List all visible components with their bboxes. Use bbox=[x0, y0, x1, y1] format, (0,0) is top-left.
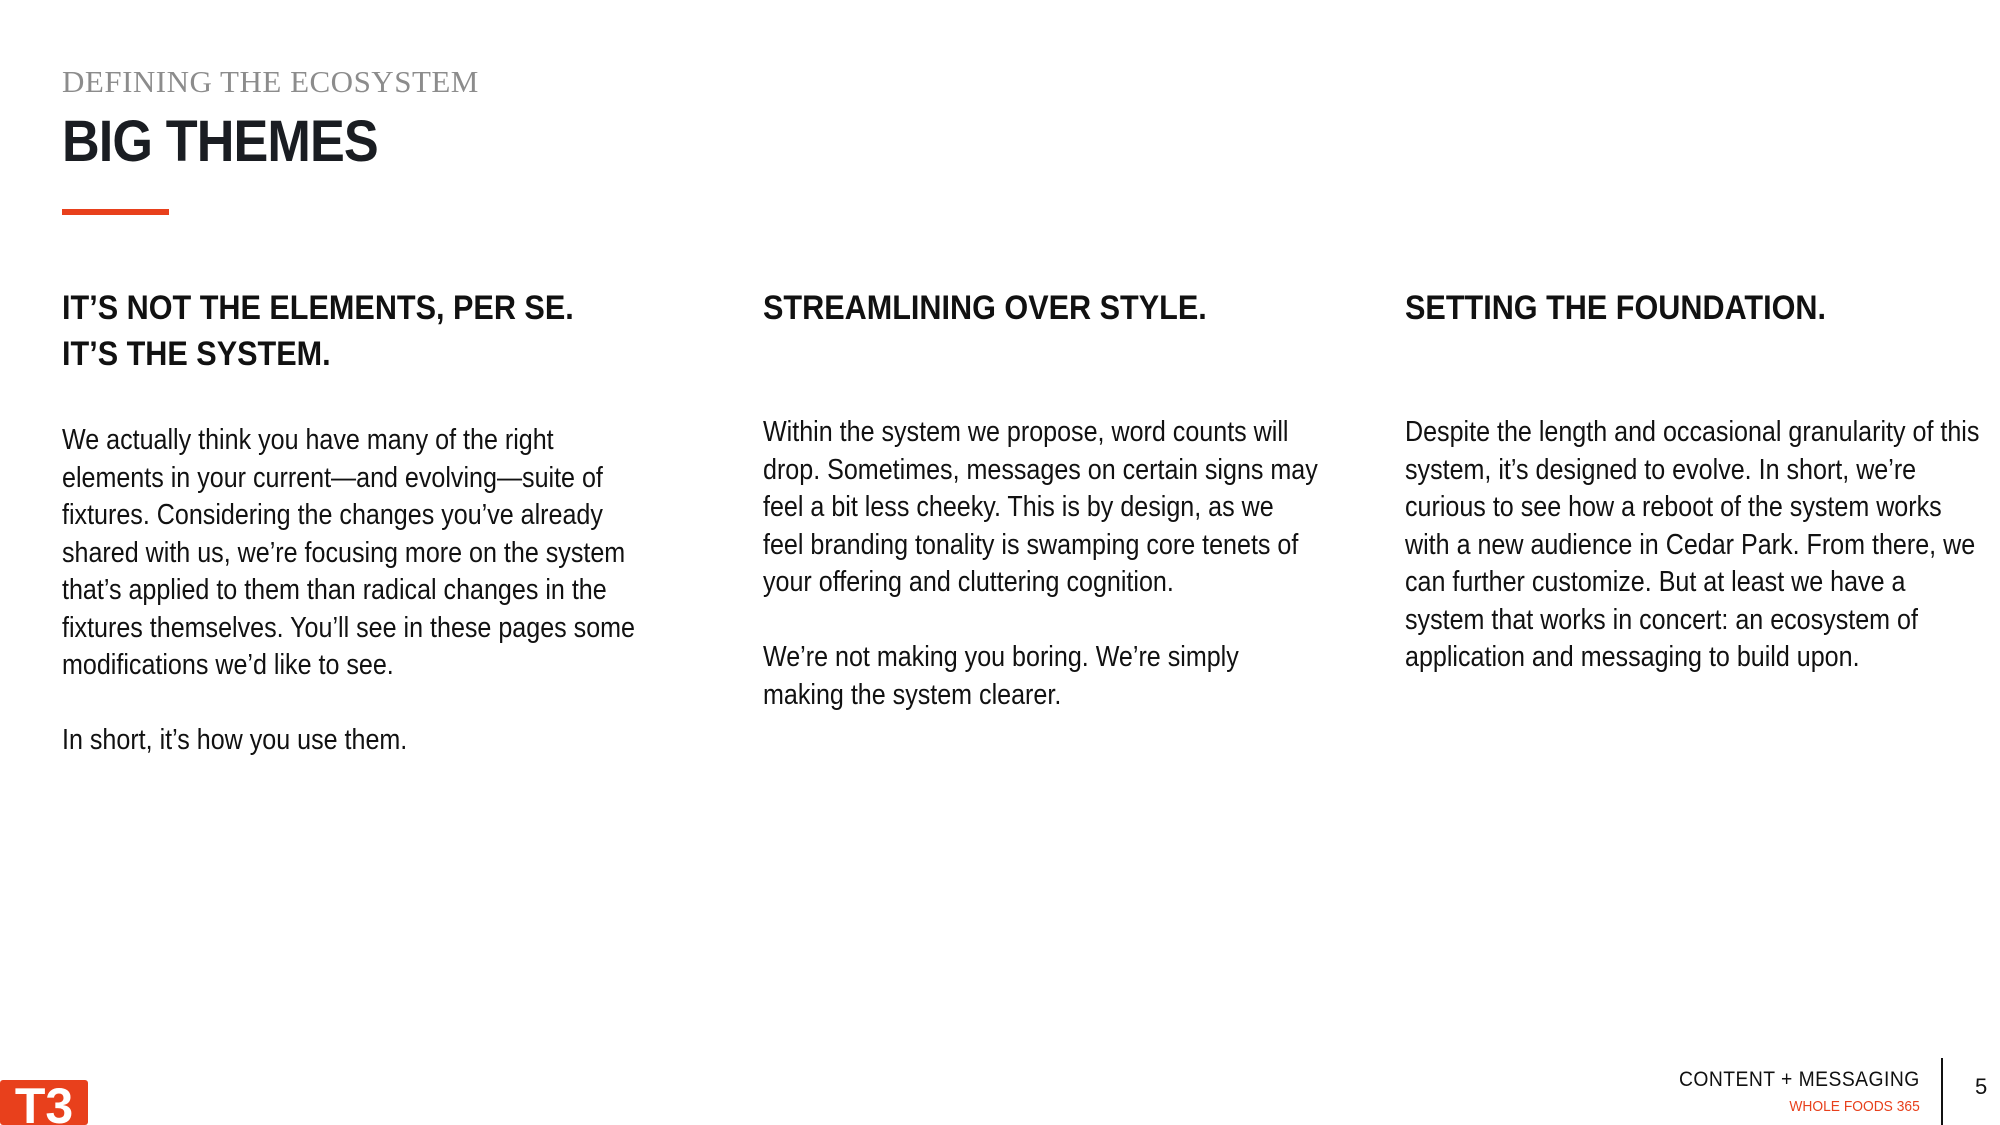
logo-text: T3 bbox=[14, 1080, 74, 1125]
page-number: 5 bbox=[1975, 1074, 1988, 1099]
column-3-body bbox=[1405, 414, 1982, 677]
title-accent-bar bbox=[62, 209, 169, 215]
column-1-paragraph-1: We actually think you have many of the right elements in your current—and evolving—suite of fixtures. Considering the changes you’ve already shared with us, we’re focusing more on the system that’s applied to them than radical changes in the fixtures themselves. You’ll see in these pages some modifications we’d like to see. bbox=[62, 424, 635, 681]
column-3-paragraph-1: Despite the length and occasional granularity of this system, it’s designed to evolve. In short, we’re curious to see how a reboot of the system works with a new audience in Cedar Park. From there, we can further customize. But at least we have a system that works in concert: an ecosystem of application and messaging to build upon. bbox=[1405, 416, 1980, 673]
column-1-body bbox=[62, 422, 649, 760]
column-1 bbox=[62, 285, 652, 756]
column-2-paragraph-2: We’re not making you boring. We’re simply making the system clearer. bbox=[763, 641, 1239, 711]
column-1-heading-line-1: IT’S NOT THE ELEMENTS, PER SE. bbox=[62, 289, 574, 327]
column-3-heading-line-1: SETTING THE FOUNDATION. bbox=[1405, 289, 1827, 327]
column-2-heading-line-1: STREAMLINING OVER STYLE. bbox=[763, 289, 1207, 327]
t3-logo-icon bbox=[0, 1080, 88, 1125]
column-2-body bbox=[763, 414, 1320, 714]
column-2 bbox=[763, 285, 1323, 711]
page-title: BIG THEMES bbox=[62, 109, 378, 174]
column-2-heading bbox=[763, 285, 1322, 331]
footer-divider bbox=[1941, 1058, 1943, 1125]
footer-client-label: WHOLE FOODS 365 bbox=[1789, 1098, 1920, 1115]
column-3-heading bbox=[1405, 285, 1984, 331]
column-3 bbox=[1405, 285, 1985, 673]
footer-labels bbox=[1658, 1068, 1920, 1115]
column-2-paragraph-1: Within the system we propose, word counts will drop. Sometimes, messages on certain signs may feel a bit less cheeky. This is by design, as we feel branding tonality is swamping core tenets of your offering and cluttering cognition. bbox=[763, 416, 1318, 598]
eyebrow-label: DEFINING THE ECOSYSTEM bbox=[62, 64, 479, 99]
column-1-heading bbox=[62, 285, 651, 377]
column-1-paragraph-2: In short, it’s how you use them. bbox=[62, 724, 408, 756]
footer-section-label: CONTENT + MESSAGING bbox=[1679, 1068, 1920, 1091]
column-1-heading-line-2: IT’S THE SYSTEM. bbox=[62, 335, 331, 373]
